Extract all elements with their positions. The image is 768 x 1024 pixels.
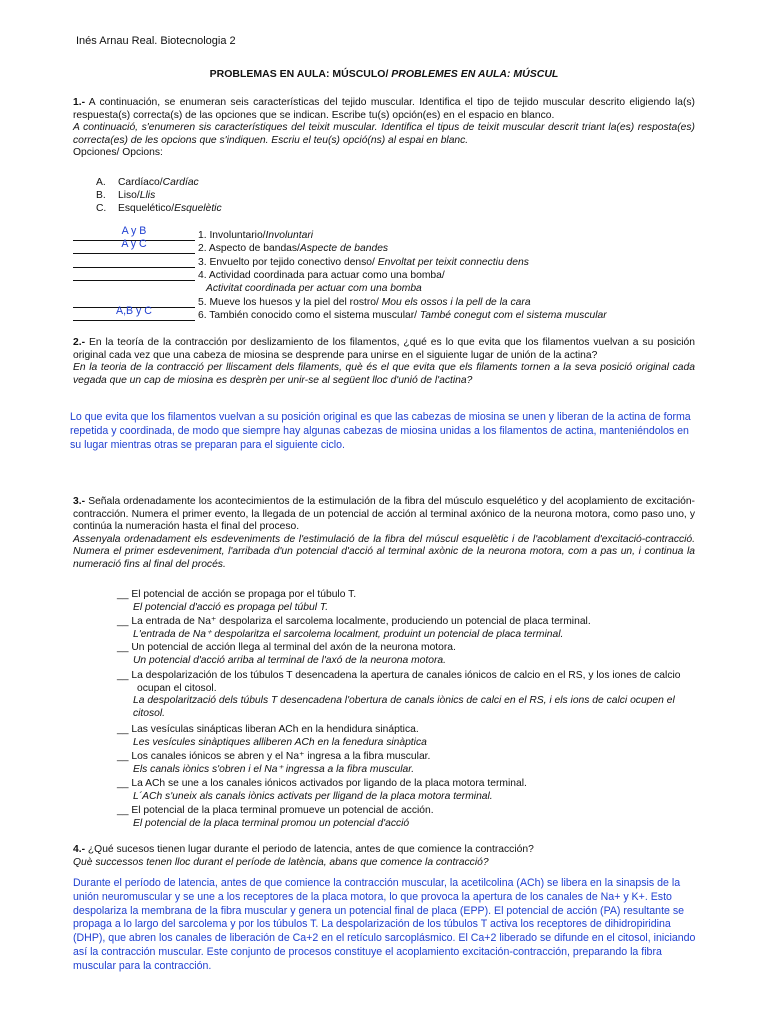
event-3: __ Un potencial de acción llega al terminal del axón de la neurona motora. Un potencial d'acció arriba al terminal de l'axó de la neurona motora.: [117, 642, 456, 666]
question-2-text-ca: En la teoria de la contracció per lliscament dels filaments, què és el que evita que els filaments tornen a la seva posició original cada vegada que un cap de miosina es desprèn per unir-se al següent lloc d'unió de l'actina?: [73, 362, 695, 386]
question-4-text-ca: Què successos tenen lloc durant el període de latència, abans que comence la contracció?: [73, 856, 489, 868]
question-1-text-es: A continuación, se enumeran seis características del tejido muscular. Identifica el tipo de tejido muscular descrito eligiendo la(s) respuesta(s) correcta(s) de las opciones que se indican. Escribe tu(s) opción(es) en el espacio en blanco.: [73, 97, 695, 121]
event-2: __ La entrada de Na⁺ despolariza el sarcolema localmente, produciendo un potencial de placa terminal. L'entrada de Na⁺ despolaritza el sarcolema localment, produint un potencial de placa terminal.: [117, 616, 591, 640]
question-2-number: 2.-: [73, 337, 86, 348]
option-a: A. Cardíaco/Cardíac: [96, 177, 199, 188]
option-b: B. Liso/Llis: [96, 190, 156, 201]
question-2-text-es: En la teoría de la contracción por deslizamiento de los filamentos, ¿qué es lo que evita que los filamentos vuelvan a su posición original cada vez que una cabeza de miosina se desprende para unirse en el siguiente lugar de unión de la actina?: [73, 337, 695, 361]
event-4: __ La despolarización de los túbulos T desencadena la apertura de canales iónicos de calcio en el RS, y los iones de calcio ocupan el citosol. La despolarització dels túbuls T desencadena l'obertura de canals iònics de calci en el RS, i els ions de calci ocupen el citosol.: [117, 670, 681, 719]
order-blank[interactable]: __: [117, 642, 129, 653]
q1-item-4-translation: Activitat coordinada per actuar com una bomba: [206, 283, 422, 294]
title-es: PROBLEMAS EN AULA: MÚSCULO/: [209, 68, 389, 80]
question-3: [73, 496, 695, 572]
question-4-answer: Durante el período de latencia, antes de que comience la contracción muscular, la acetilcolina (ACh) se libera en la sinapsis de la unión neuromuscular y se une a los receptores de la placa motora, lo que provoca la apertura de los canales de Na+ y K+. Esto despolariza la membrana de la fibra muscular y genera un potencial final de placa (EPP). El potencial de acción (PA) resultante se propaga a lo largo del sarcolema y por los túbulos T. La despolarización de los túbulos T activa los receptores de dihidropiridina (DHP), que abren los canales de liberación de Ca+2 en el retículo sarcoplásmico. El Ca+2 liberado se difunde en el citosol, iniciando así la contracción muscular. Este conjunto de procesos constituye el acoplamiento excitación-contracción, preparando la fibra muscular para la contracción.: [73, 877, 696, 972]
option-c: C. Esquelético/Esquelètic: [96, 203, 222, 214]
event-5: __ Las vesículas sinápticas liberan ACh en la hendidura sináptica. Les vesícules sinàptiques alliberen ACh en la fenedura sinàptica: [117, 724, 427, 748]
question-1-text-ca: A continuació, s'enumeren sis característiques del teixit muscular. Identifica el tipus de teixit muscular descrit triant la(es) resposta(es) correcta(es) de les opcions que s'indiquen. Escriu el teu(s) opció(ns) al espai en blanc.: [73, 122, 695, 146]
question-3-text-es: Señala ordenadamente los acontecimientos de la estimulación de la fibra del músculo esquelético y del acoplamiento de excitación-contracción. Numera el primer evento, la llegada de un potencial de acción al terminal axónico de la neurona motora, como paso uno, y continúa la numeración hasta el final del proceso.: [73, 496, 695, 533]
document-header: Inés Arnau Real. Biotecnologia 2: [76, 35, 236, 47]
question-2-answer: Lo que evita que los filamentos vuelvan a su posición original es que las cabezas de miosina se unen y liberan de la actina de forma repetida y coordinada, de modo que siempre hay algunas cabezas de miosina unidas a los filamentos de actina, manteniéndolos en su lugar mientras otras se preparan para el siguiente ciclo.: [70, 411, 691, 451]
question-1: [73, 97, 695, 160]
answer-text: A y B: [121, 225, 147, 237]
event-7: __ La ACh se une a los canales iónicos activados por ligando de la placa motora terminal. L´ACh s'uneix als canals iònics activats per lligand de la placa motora terminal.: [117, 778, 527, 802]
answer-blank[interactable]: [73, 238, 195, 254]
answer-blank[interactable]: [73, 256, 195, 268]
q1-item-5: 5. Mueve los huesos y la piel del rostro/ Mou els ossos i la pell de la cara: [73, 296, 531, 309]
q1-item-4: 4. Actividad coordinada para actuar como una bomba/: [73, 269, 445, 282]
order-blank[interactable]: __: [117, 589, 129, 600]
question-3-text-ca: Assenyala ordenadament els esdeveniments de l'estimulació de la fibra del múscul esquelètic i de l'acoblament d'excitació-contracció. Numera el primer esdeveniment, l'arribada d'un potencial d'acció al terminal axònic de la neurona motora, com a pas un, i continua la numeració fins al final del procés.: [73, 533, 695, 570]
order-blank[interactable]: __: [117, 670, 129, 681]
order-blank[interactable]: __: [117, 724, 129, 735]
answer-blank[interactable]: [73, 305, 195, 321]
order-blank[interactable]: __: [117, 778, 129, 789]
order-blank[interactable]: __: [117, 805, 129, 816]
title-ca: PROBLEMES EN AULA: MÚSCUL: [391, 68, 559, 80]
answer-text: A,B y C: [116, 305, 152, 317]
options-label: Opciones/ Opcions:: [73, 147, 163, 159]
question-4-number: 4.-: [73, 844, 86, 855]
order-blank[interactable]: __: [117, 751, 129, 762]
q1-item-2: A y C 2. Aspecto de bandas/Aspecte de bandes: [73, 242, 388, 255]
event-8: __ El potencial de la placa terminal promueve un potencial de acción. El potencial de la placa terminal promou un potencial d'acció: [117, 805, 434, 829]
order-blank[interactable]: __: [117, 616, 129, 627]
answer-blank[interactable]: [73, 269, 195, 281]
q1-item-3: 3. Envuelto por tejido conectivo denso/ Envoltat per teixit connectiu dens: [73, 256, 529, 269]
event-1: __ El potencial de acción se propaga por el túbulo T. El potencial d'acció es propaga pel túbul T.: [117, 589, 357, 613]
question-4-text-es: ¿Qué sucesos tienen lugar durante el periodo de latencia, antes de que comience la contracción?: [85, 844, 534, 855]
q1-item-1: A y B 1. Involuntario/Involuntari: [73, 229, 313, 242]
question-1-number: 1.-: [73, 97, 86, 108]
question-2: [73, 337, 695, 387]
q1-item-6: A,B y C 6. También conocido como el sistema muscular/ També conegut com el sistema muscular: [73, 309, 607, 322]
question-3-number: 3.-: [73, 496, 86, 507]
answer-text: A y C: [121, 238, 147, 250]
question-4: [73, 844, 695, 869]
document-title: [0, 68, 768, 80]
event-6: __ Los canales iónicos se abren y el Na⁺ ingresa a la fibra muscular. Els canals iònics s'obren i el Na⁺ ingressa a la fibra muscular.: [117, 751, 431, 775]
